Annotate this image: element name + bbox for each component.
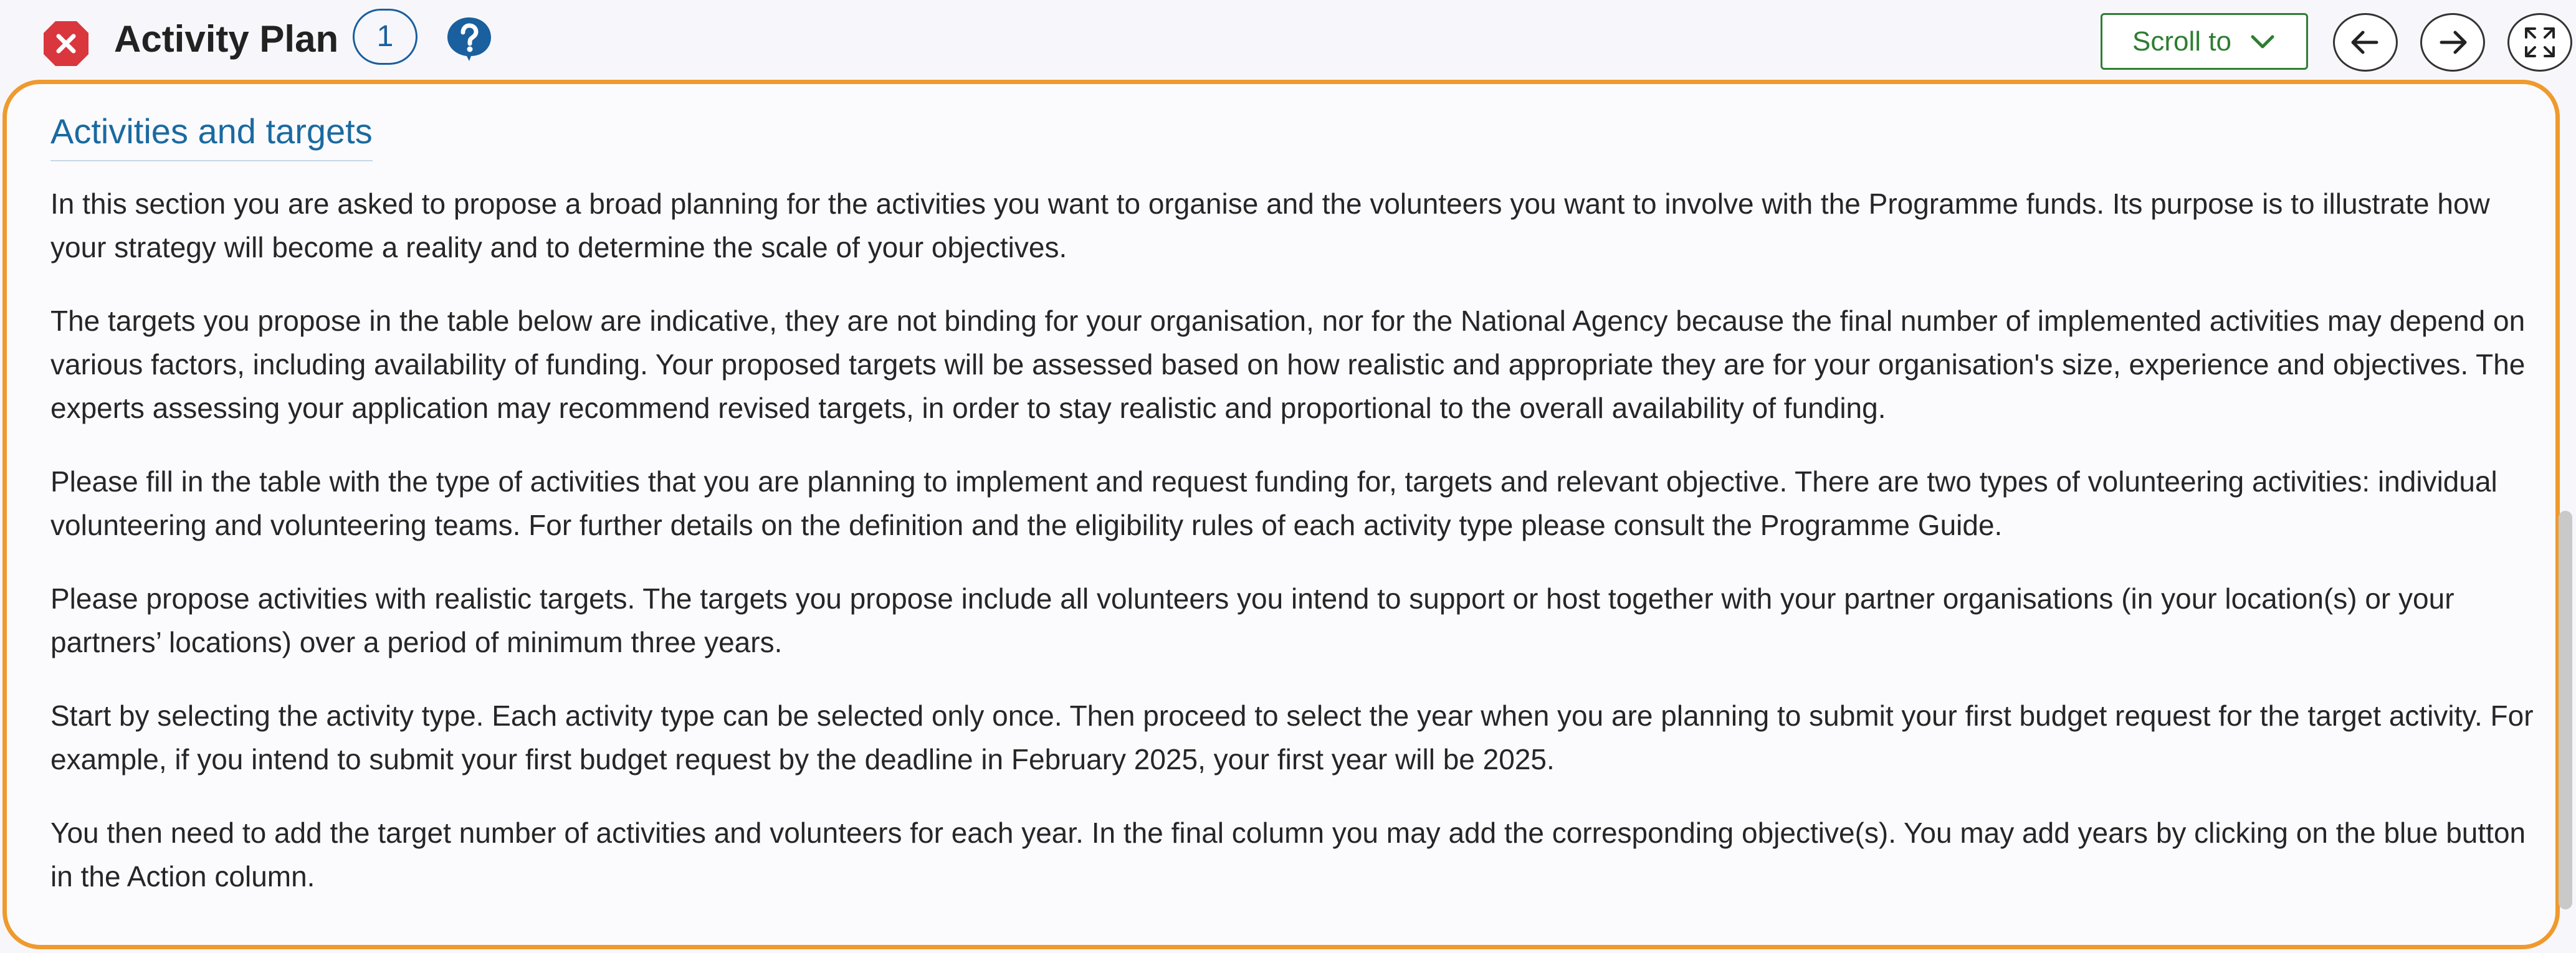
header — [0, 0, 2576, 81]
scrollbar-thumb[interactable] — [2559, 511, 2572, 909]
previous-section-button[interactable] — [2333, 13, 2398, 72]
error-x-icon — [41, 19, 91, 69]
arrow-right-icon — [2435, 25, 2470, 60]
question-mark-icon[interactable] — [446, 16, 492, 62]
activities-section-card — [2, 80, 2560, 949]
page-title: Activity Plan — [114, 18, 339, 60]
scroll-to-label: Scroll to — [2132, 26, 2231, 57]
targets-paragraph: The targets you propose in the table below are indicative, they are not binding for your organisation, nor for the National Agency because the final number of implemented activities may depend on various factors, including availability of funding. Your proposed targets will be assessed based on how realistic and appropriate they are for your organisation's size, experience and objectives. The experts assessing your application may recommend revised targets, in order to stay realistic and proportional to the overall availability of funding. — [50, 305, 2526, 424]
expand-button[interactable] — [2507, 13, 2572, 72]
intro-paragraph: In this section you are asked to propose a broad planning for the activities you want to organise and the volunteers you want to involve with the Programme funds. Its purpose is to illustrate how your strategy will become a reality and to determine the scale of your objectives. — [50, 187, 2490, 263]
select-activity-paragraph: Start by selecting the activity type. Each activity type can be selected only once. Then proceed to select the year when you are planning to submit your first budget request for the target activity. For example, if you intend to submit your first budget request by the deadline in February 2025, your first year will be 2025. — [50, 699, 2534, 775]
chevron-down-icon — [2249, 28, 2276, 55]
scroll-to-dropdown[interactable] — [2101, 13, 2308, 70]
expand-icon — [2522, 25, 2557, 60]
add-years-paragraph: You then need to add the target number of activities and volunteers for each year. In the final column you may add the corresponding objective(s). You may add years by clicking on the blue button in the Action column. — [50, 817, 2526, 893]
arrow-left-icon — [2348, 25, 2383, 60]
count-badge[interactable]: 1 — [353, 9, 417, 65]
activity-types-paragraph: Please fill in the table with the type of activities that you are planning to implement and request funding for, targets and relevant objective. There are two types of volunteering activities: individual volunteering and volunteering teams. For further details on the definition and the eligibility rules of each activity type please consult the Programme Guide. — [50, 465, 2497, 541]
section-heading: Activities and targets — [50, 109, 373, 161]
realistic-targets-paragraph: Please propose activities with realistic targets. The targets you propose include all volunteers you intend to support or host together with your partner organisations (in your location(s) or your partners’ locations) over a period of minimum three years. — [50, 582, 2454, 658]
section-content — [50, 182, 2537, 928]
next-section-button[interactable] — [2420, 13, 2485, 72]
